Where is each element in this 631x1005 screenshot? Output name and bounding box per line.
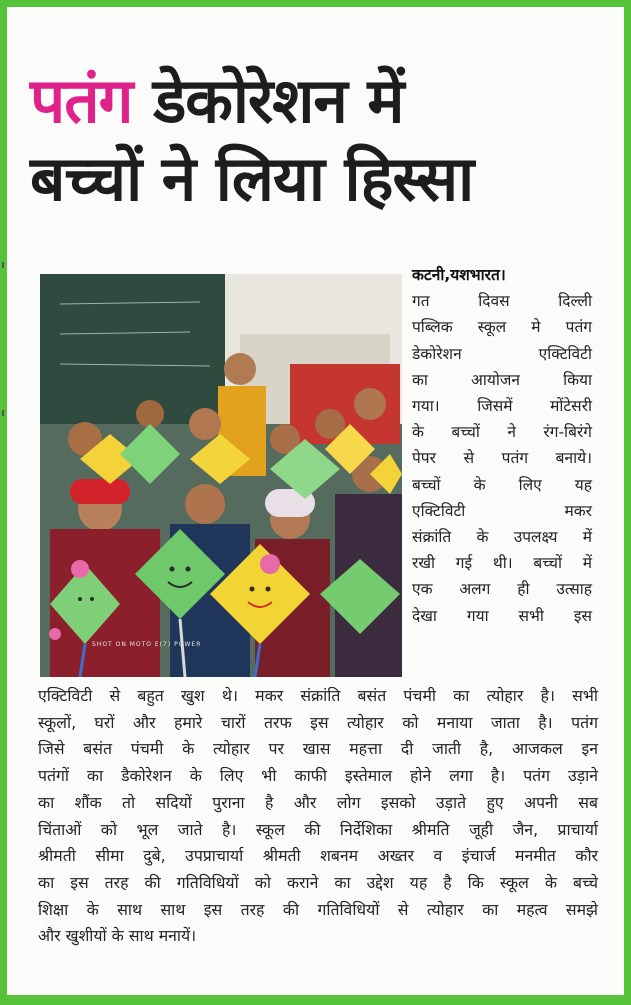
column-line: बच्चों के लिए यह xyxy=(412,475,592,494)
article-headline xyxy=(30,62,605,218)
column-line: पेपर से पतंग बनाये। xyxy=(412,449,592,468)
body-line: का इस तरह की गतिविधियों को कराने का उद्देश यह है कि स्कूल के बच्चे xyxy=(38,872,598,892)
body-line: स्कूलों, घरों और हमारे चारों तरफ इस त्योहार को मनाया जाता है। पतंग xyxy=(38,712,599,732)
body-line: श्रीमती सीमा दुबे, उपप्राचार्या श्रीमती शबनम अख्तर व इंचार्ज मनमीत कौर xyxy=(38,846,598,866)
photo-watermark: SHOT ON MOTO E(7) POWER xyxy=(92,641,202,648)
margin-tick xyxy=(2,262,4,268)
body-line: शिक्षा के साथ साथ इस तरह की गतिविधियों से त्योहार का महत्व समझे xyxy=(38,899,598,919)
classroom-children-kites-photo xyxy=(40,274,402,677)
body-line: चिंताओं को भूल जाते है। स्कूल की निर्देशिका श्रीमति जूही जैन, प्राचार्या xyxy=(38,819,598,839)
body-line: एक्टिविटी से बहुत खुश थे। मकर संक्रांति बसंत पंचमी का त्योहार है। सभी xyxy=(38,686,598,705)
column-line: के बच्चों ने रंग-बिरंगे xyxy=(412,423,592,442)
article-body-text xyxy=(38,683,598,950)
body-line: और खुशीयों के साथ मनायें। xyxy=(38,926,197,946)
headline-rest: डेकोरेशन में xyxy=(153,64,404,137)
headline-line-2: बच्चों ने लिया हिस्सा xyxy=(30,142,474,215)
column-line: का आयोजन किया xyxy=(412,370,592,389)
column-line: एक्टिविटी मकर xyxy=(412,501,592,520)
column-line: गत दिवस दिल्ली xyxy=(412,292,592,311)
body-line: जिसे बसंत पंचमी के त्योहार पर खास महत्ता दी जाती है, आजकल इन xyxy=(38,739,598,759)
headline-accent-word: पतंग xyxy=(30,64,133,137)
column-line: एक अलग ही उत्साह xyxy=(412,580,592,599)
column-line: रखी गई थी। बच्चों में xyxy=(412,554,592,573)
body-line: पतंगों का डैकोरेशन के लिए भी काफी इस्तेमाल होने लगा है। पतंग उड़ाने xyxy=(38,766,598,786)
headline-line-1 xyxy=(30,62,605,140)
column-line: गया। जिसमें मोंटेसरी xyxy=(412,397,592,416)
column-line: देखा गया सभी इस xyxy=(412,606,592,625)
body-line: का शौंक तो सदियों पुराना है और लोग इसको उड़ाते हुए अपनी सब xyxy=(38,792,598,812)
column-line: पब्लिक स्कूल मे पतंग xyxy=(412,318,592,337)
dateline: कटनी,यशभारत। xyxy=(412,266,506,284)
column-line: डेकोरेशन एक्टिविटी xyxy=(412,344,592,363)
margin-tick xyxy=(2,410,4,416)
column-line: संक्रांति के उपलक्ष्य में xyxy=(412,528,592,547)
article-column-text xyxy=(412,262,592,629)
